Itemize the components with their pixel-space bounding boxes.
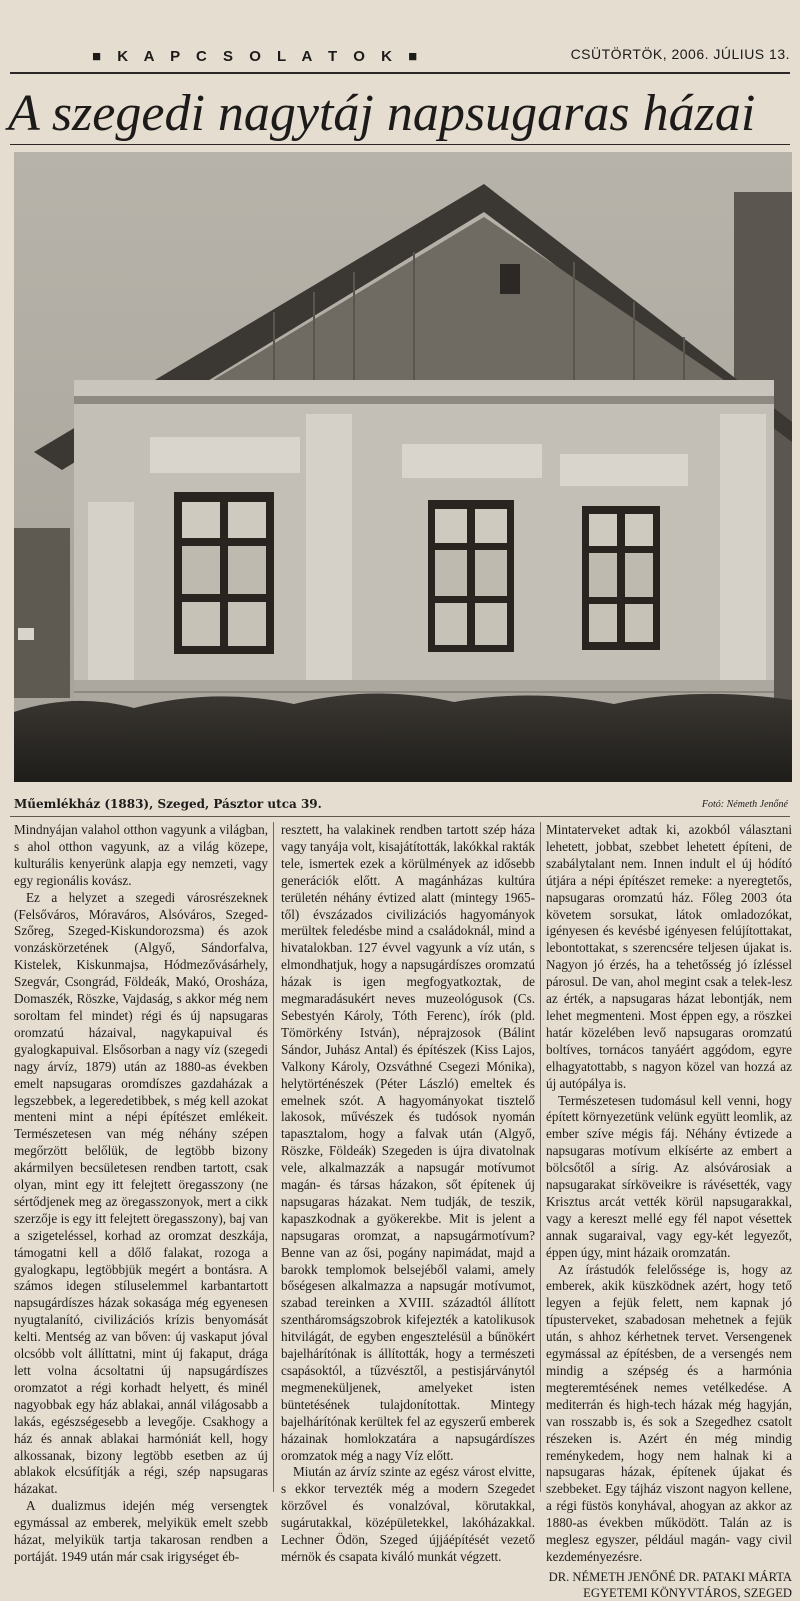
paragraph: Miután az árvíz szinte az egész várost elvitte, s ekkor tervezték még a modern Szegedet körzővel és vonalzóval, körutakkal, sugárutakkal, középületekkel, lakóházakkal. Lechner Ödön, Szeged újjáépítését vezető mérnök és csapata kiváló munkát végzett. bbox=[281, 1464, 535, 1564]
attic-window bbox=[500, 264, 520, 294]
paragraph: resztett, ha valakinek rendben tartott szép háza vagy tanyája volt, kisajátították, lakókkal rakták tele, ismertek ezek a körülmények az idősebb generációk előtt. A magánházas kultúra területén néhány évtized alatt (mintegy 1965-től) évszázados civilizációs hagyományok merültek feledésbe mind a családoknál, mind a hivatalokban. 127 évvel vagyunk a víz után, s elmondhatjuk, hogy a napsugárdíszes oromzatú házak is igen megfogyatkoztak, de megmaradásukért neves muzeológusok (Cs. Sebestyén Károly, Tóth Ferenc), írók (pld. Tömörkény István), néprajzosok (Bálint Sándor, Juhász Antal) és építészek (Kiss Lajos, Valkony Károly, Ozsváthné Csegezi Mónika), helytörténészek (Péter László) emeltek és emelnek szót. A hagyományokat tisztelő lakosok, művészek és tudósok nyomán tapasztalom, hogy a falvak után (Algyő, Röszke, Földeák) Szegeden is újra divatolnak vele, alkalmazzák a napsugár motívumot magán- és társas házakon, sőt építenek új napsugaras házakat. Nem tudják, de teszik, kapaszkodnak a gyökerekbe. Mit is jelent a napsugaras oromzat, a napsugármotívum? Benne van az ősi, pogány napimádat, majd a barokk templomok belsejéből valami, amely bőségesen alkalmazza a napsugár motívumot, szabad tereinken a XVIII. századtól állított szentháromságszobrok kifejezték a katolikusok hitvilágát, de egyben engesztelésül a bűnökért bajelhárítónak is állították, hogy a természeti csapásoktól, a tűzvésztől, a pestisjárványtól megmeneküljenek, amelyeket isten büntetésének tulajdonítottak. Mintegy bajelhárítónak kerültek fel az egyszerű emberek házainak homlokzatára a napsugárdíszes oromzatok még a nagy Víz előtt. bbox=[281, 822, 535, 1463]
photo-credit: Fotó: Németh Jenőné bbox=[701, 799, 788, 810]
page-header bbox=[0, 40, 800, 70]
window-2 bbox=[428, 500, 514, 652]
article-column-3 bbox=[546, 822, 792, 1601]
cornice bbox=[74, 380, 774, 396]
paragraph: Mindnyájan valahol otthon vagyunk a világban, s ahol otthon vagyunk, az a világ közepe, kulturális kenyerünk alapja egy nemzeti, vagy egy regionális kovász. bbox=[14, 822, 268, 888]
paragraph: A dualizmus idején még versengtek egymással az emberek, melyikük emelt szebb házat, melyikük tartja takarosan rendben a portáját. 1949 után már csak irigységet éb- bbox=[14, 1498, 268, 1564]
article-column-2 bbox=[281, 822, 535, 1566]
column-divider bbox=[540, 822, 541, 1492]
caption-rule bbox=[10, 816, 790, 817]
photo-caption: Műemlékház (1883), Szeged, Pásztor utca 39. bbox=[14, 797, 322, 811]
paragraph: Mintaterveket adtak ki, azokból választani lehetett, jobbat, szebbet lehetett építeni, de szabálytalant nem. Innen indult el új hódító útjára a népi építészet remeke: a nyeregtetős, napsugaras oromzatú ház. Főleg 2003 óta követem sorsukat, látok omladozókat, igényesen és kevésbé igényesen felújítottakat, lebontottakat, s szerencsére teljesen újakat is. Nagyon jó érzés, ha a tehetősség jó ízléssel párosul. De van, ahol megint csak a telek-lesz az érték, a napsugaras házat lebontják, nem lehet megmenteni. Most éppen egy, a röszkei határ közelében levő napsugaras oromzatú boltíves, tornácos tanyáért aggódom, egyre elhagyatottabb, s nagyon közel van hozzá az új autópálya is. bbox=[546, 822, 792, 1091]
house-photo bbox=[14, 152, 792, 782]
brick-wall bbox=[14, 528, 70, 698]
article-column-1 bbox=[14, 822, 268, 1566]
window-pediment-1 bbox=[150, 437, 300, 473]
author-name: DR. NÉMETH JENŐNÉ DR. PATAKI MÁRTA bbox=[548, 1569, 792, 1584]
window-1 bbox=[174, 492, 274, 654]
window-pediment-2 bbox=[402, 444, 542, 478]
section-label: ■ K A P C S O L A T O K ■ bbox=[92, 48, 424, 65]
window-3 bbox=[582, 506, 660, 650]
headline: A szegedi nagytáj napsugaras házai bbox=[8, 85, 756, 142]
header-rule bbox=[10, 72, 790, 74]
window-pediment-3 bbox=[560, 454, 688, 486]
headline-rule bbox=[10, 144, 790, 145]
paragraph: Az írástudók felelőssége is, hogy az emberek, akik küszködnek azért, hogy tető legyen a fejük felett, nem kapnak jó típusterveket, szabadosan mehetnek a fejük után, s ahhoz kérhetnek tervet. Versengenek egymással az építésben, de a versengés nem mindig a szépség és a harmónia megteremtésének nemes vetélkedése. A mediterrán és high-tech házak még hagyján, van rosszabb is, és sok a Szegedhez csatolt részeken is. Azért én még mindig reménykedem, hogy nem halnak ki a napsugaras házak, építenek újakat és szebbeket. Egy tájház viszont nagyon kellene, a régi füstös konyhával, ahogyan az akkor az 1880-as években működött. Talán az is meglesz egyszer, például magán- vagy civil kezdeményezésre. bbox=[546, 1261, 792, 1564]
paragraph: Természetesen tudomásul kell venni, hogy épített környezetünk velünk együtt leomlik, az ember szíve mégis fáj. Néhány évtizede a napsugaras motívum elkísérte az embert a bölcsőtől a sírig. Az alsóvárosiak a napsugarakat sírköveikre is rávésették, vagy Krisztus arcát vették körül napsugarakkal, vagy a kereszt mellé egy fél napot vésettek annak sugaraival, vagy egy-két legyezőt, éppen úgy, mint házaik oromzatán. bbox=[546, 1092, 792, 1260]
paragraph: Ez a helyzet a szegedi városrészeknek (Felsőváros, Móraváros, Alsóváros, Szeged-Szőreg, Szeged-Kiskundorozsma) és azok vonzáskörzetének (Algyő, Sándorfalva, Kistelek, Kiskunmajsa, Hódmezővásárhely, Szegvár, Csongrád, Földeák, Makó, Orosháza, Domaszék, Röszke, Vajdaság, s akkor még nem soroltam fel mindet) régi és új napsugaras oromzatú házaival, nagykapuival és gyalogkapuival. Elsősorban a nagy víz (szegedi nagy árvíz, 1879) után az 1880-as években emelt napsugaras oromdíszes gazdaházak a legszebbek, a legeredetibbek, s még kell azokat menteni mint a népi építészet emlékeit. Természetesen van még néhány szépen megőrzött belőlük, de legtöbb bizony akármilyen becsületesen rendben tartott, csak olyan, mint egy itt felejtett öregasszony (ne sértődjenek meg az öregasszonyok, mert a cikk szerzője is egy itt felejtett öregasszony), baj van a szigeteléssel, korhad az oromzat deszkája, támogatni kell a dőlő falakat, rozoga a gyalogkapu, legtöbbjük megért a bontásra. A számos idegen stíluselemmel karbantartott napsugárdíszes házak sokasága még egyenesen nyugtalanító, civilizációs krízis benyomását kelti. Mentség az van bőven: új vaskaput jóval olcsóbb volt állíttatni, mint új fakaput, drága lett volna ácsoltatni új napsugárdíszes oromzatot a régi korhadt helyett, és minél nagyobbak egy ház ablakai, annál világosabb a lakás, egészségesebb a levegője. Csakhogy a ház és annak ablakai harmóniát kell, hogy alkossanak, bizony legtöbb esetben az új ablakok elcsúfítják a régi, szép napsugaras házakat. bbox=[14, 889, 268, 1497]
column-divider bbox=[273, 822, 274, 1492]
author-signature bbox=[546, 1569, 792, 1601]
issue-date: CSÜTÖRTÖK, 2006. JÚLIUS 13. bbox=[570, 46, 790, 62]
author-affiliation: EGYETEMI KÖNYVTÁROS, SZEGED bbox=[583, 1585, 792, 1600]
